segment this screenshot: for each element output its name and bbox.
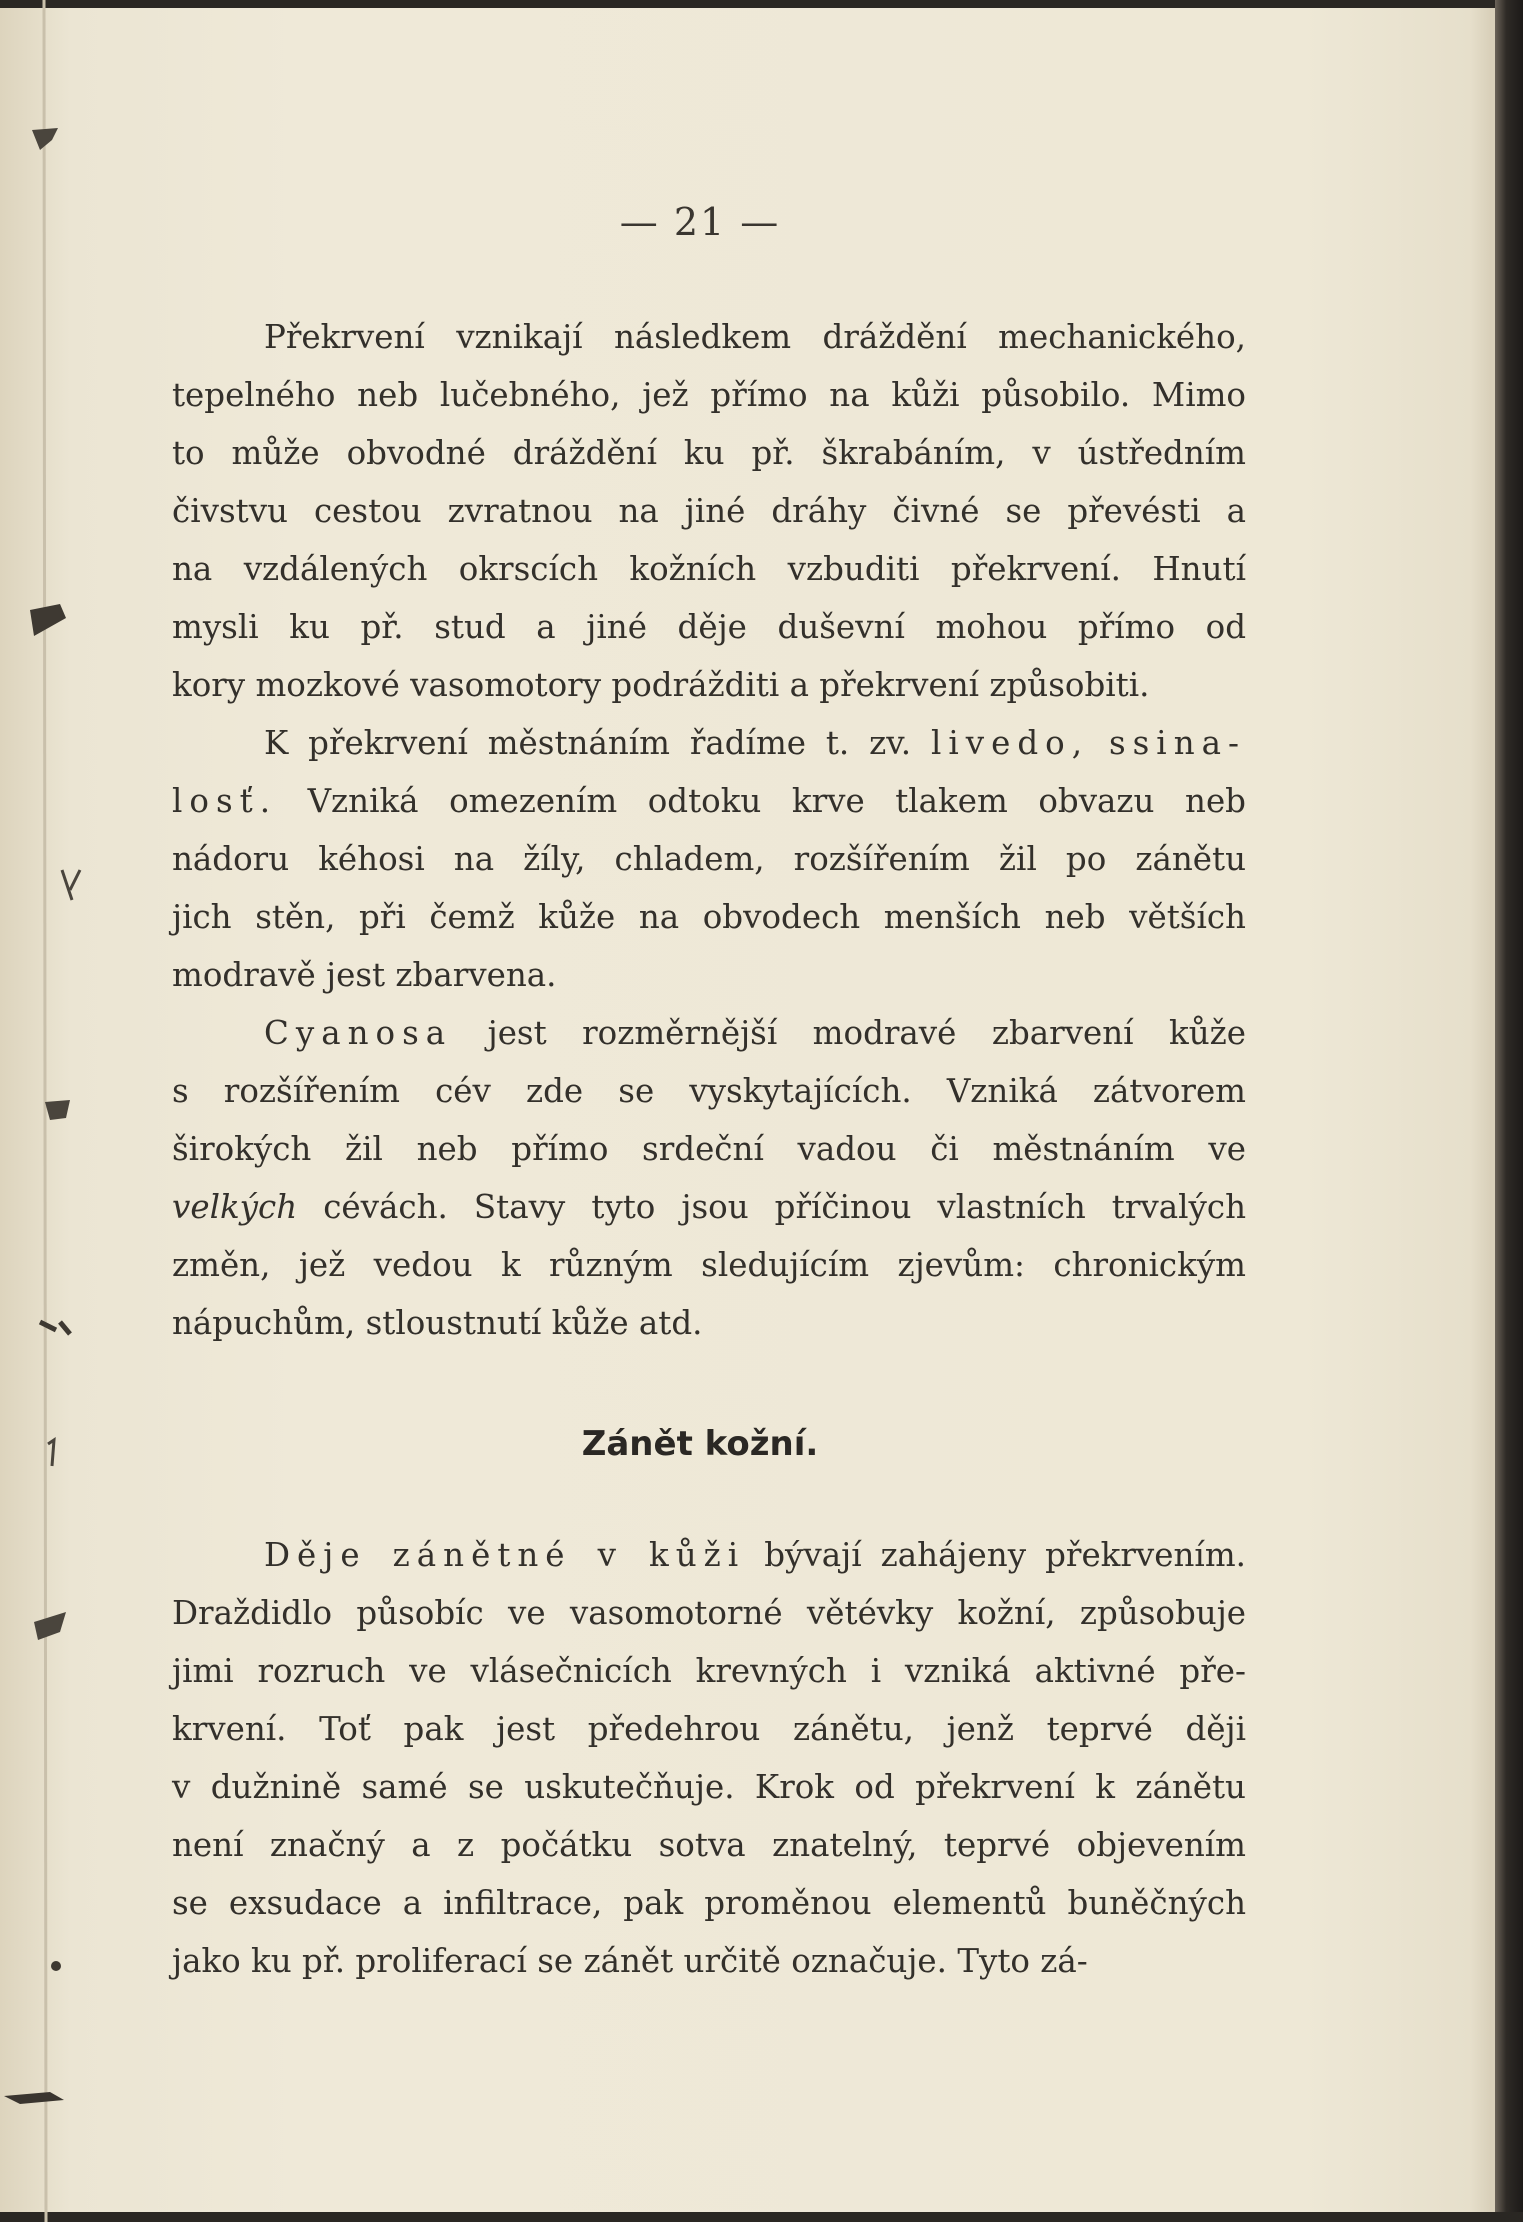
text-line: mysli ku př. stud a jiné děje duševní mohou přímo od (172, 608, 1246, 646)
text-fragment: K překrvení městnáním řadíme t. zv. (264, 724, 912, 762)
text-fragment: cévách. Stavy tyto jsou příčinou vlastních trvalých (323, 1188, 1246, 1226)
text-line: jako ku př. proliferací se zánět určitě označuje. Tyto zá- (172, 1942, 1088, 1980)
page-bottom-edge (0, 2212, 1523, 2222)
text-line: jich stěn, při čemž kůže na obvodech menších neb větších (172, 898, 1246, 936)
paragraph-livedo (172, 714, 1246, 1004)
page-right-edge (1495, 0, 1523, 2222)
text-line (172, 714, 1246, 772)
text-line (172, 1178, 1246, 1236)
term-livedo: livedo, (930, 724, 1090, 762)
text-line: tepelného neb lučebného, jež přímo na kůži působilo. Mimo (172, 376, 1246, 414)
text-fragment: Vzniká omezením odtoku krve tlakem obvazu neb (307, 782, 1246, 820)
text-line: Překrvení vznikají následkem dráždění mechanického, (264, 318, 1246, 356)
text-line: na vzdálených okrscích kožních vzbuditi překrvení. Hnutí (172, 550, 1246, 588)
text-line: krvení. Toť pak jest předehrou zánětu, jenž teprvé ději (172, 1710, 1246, 1748)
text-line: to může obvodné dráždění ku př. škrabáním, v ústředním (172, 434, 1246, 472)
text-line (172, 1526, 1246, 1584)
text-line: v dužnině samé se uskutečňuje. Krok od překrvení k zánětu (172, 1768, 1246, 1806)
term-deje-zanetne: Děje zánětné v kůži (264, 1536, 746, 1574)
text-line: nádoru kéhosi na žíly, chladem, rozšířením žil po zánětu (172, 840, 1246, 878)
text-fragment: bývají zahájeny překrvením. (764, 1536, 1246, 1574)
text-line: širokých žil neb přímo srdeční vadou či městnáním ve (172, 1130, 1246, 1168)
text-fragment: jest rozměrnější modravé zbarvení kůže (487, 1014, 1246, 1052)
text-line: nápuchům, stloustnutí kůže atd. (172, 1304, 703, 1342)
term-ssinalost-part1: ssina- (1108, 724, 1246, 762)
text-line: čivstvu cestou zvratnou na jiné dráhy čivné se převésti a (172, 492, 1246, 530)
page-top-edge (0, 0, 1523, 8)
text-line (172, 772, 1246, 830)
binding-stitch-marks (0, 0, 140, 2222)
paragraph-inflammation (172, 1526, 1246, 1990)
term-cyanosa: Cyanosa (264, 1014, 453, 1052)
text-line: Draždidlo působíc ve vasomotorné větévky kožní, způsobuje (172, 1594, 1246, 1632)
text-line (172, 1004, 1246, 1062)
text-line: změn, jež vedou k různým sledujícím zjevům: chronickým (172, 1246, 1246, 1284)
text-line: modravě jest zbarvena. (172, 956, 557, 994)
text-line: jimi rozruch ve vlásečnicích krevných i vzniká aktivné pře- (172, 1652, 1246, 1690)
italic-word: velkých (172, 1188, 298, 1226)
paragraph-cyanosa (172, 1004, 1246, 1352)
text-line: s rozšířením cév zde se vyskytajících. Vzniká zátvorem (172, 1072, 1246, 1110)
term-ssinalost-part2: losť. (172, 782, 278, 820)
page-number: — 21 — (619, 200, 781, 244)
paragraph-hyperemia-causes (172, 308, 1246, 714)
text-line: kory mozkové vasomotory podrážditi a překrvení způsobiti. (172, 666, 1150, 704)
section-heading: Zánět kožní. (581, 1424, 819, 1464)
text-line: se exsudace a infiltrace, pak proměnou elementů buněčných (172, 1884, 1246, 1922)
text-line: není značný a z počátku sotva znatelný, teprvé objevením (172, 1826, 1246, 1864)
